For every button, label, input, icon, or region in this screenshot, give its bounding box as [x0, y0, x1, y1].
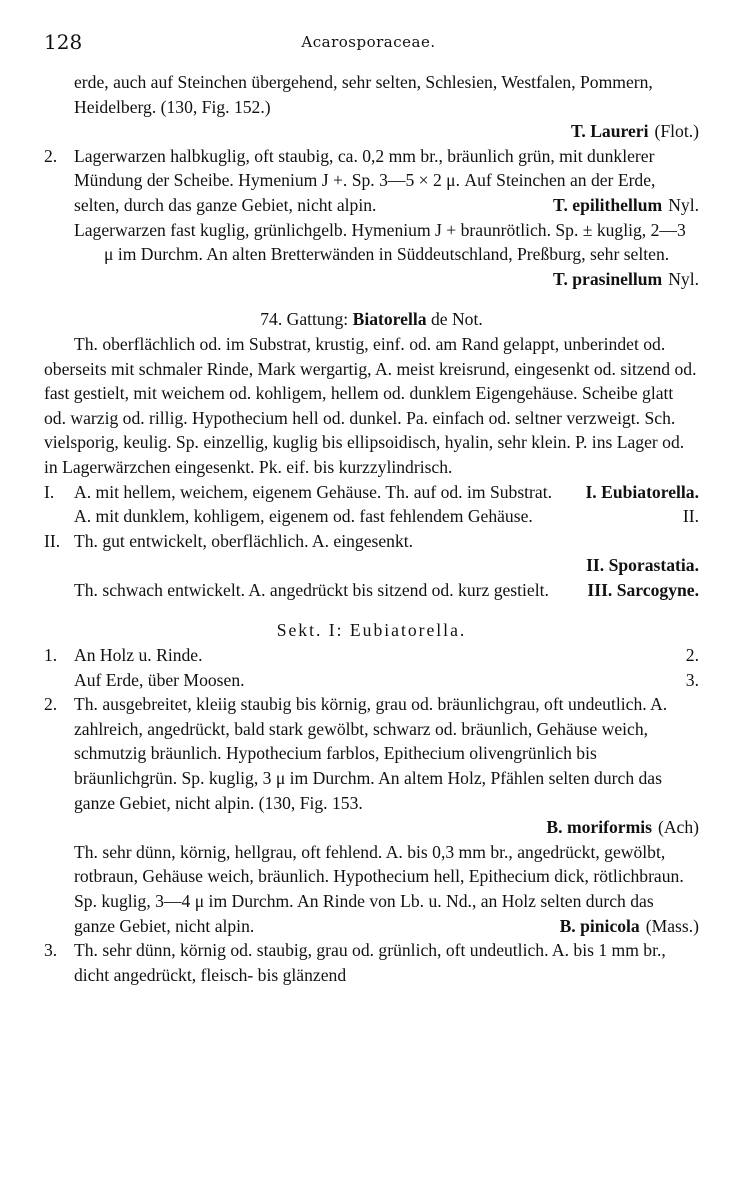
genus-heading — [44, 307, 699, 332]
key-text: Th. sehr dünn, körnig od. staubig, grau od. grünlich, oft undeutlich. A. bis 1 mm br., dicht angedrückt, fleisch- bis glänzend — [74, 940, 666, 985]
key-couplet-s2b — [44, 840, 699, 938]
genus-name: Biatorella — [352, 309, 427, 330]
t-epilithellum-taxon — [553, 193, 699, 218]
key-number: I. — [44, 481, 55, 502]
key-couplet-s3 — [44, 938, 699, 987]
taxon-author: (Mass.) — [645, 915, 699, 936]
key-couplet-s2 — [44, 692, 699, 815]
key-text: Th. sehr dünn, körnig, hellgrau, oft fehlend. A. bis 0,3 mm br., angedrückt, gewölbt, rotbraun, Gehäuse weich, bräunlich. Hypothecium hell, Epithecium dick, rötlichbraun. Sp. kuglig, 3—4 μ im Durchm. An Rinde von Lb. u. Nd., an Holz selten durch das ganze Gebiet, nicht alpin. — [74, 841, 684, 936]
key-couplet-2b: Lagerwarzen fast kuglig, grünlichgelb. Hymenium J + braunrötlich. Sp. ± kuglig, 2—3 μ im Durchm. An alten Bretterwänden in Süddeutschland, Preßburg, sehr selten. — [74, 219, 686, 265]
key-text: A. mit dunklem, kohligem, eigenem od. fast fehlendem Gehäuse. — [74, 506, 533, 527]
key-couplet-IIb — [44, 578, 699, 603]
taxon-author: Nyl. — [668, 268, 699, 289]
key-text: Th. gut entwickelt, oberflächlich. A. eingesenkt. — [74, 530, 414, 551]
page-header — [44, 30, 693, 54]
page-number: 128 — [44, 30, 83, 54]
key-result: 3. — [685, 669, 699, 690]
key-number: 2. — [44, 145, 58, 166]
key-number: 2. — [44, 694, 58, 715]
key-text: An Holz u. Rinde. — [74, 645, 203, 666]
key-number: 3. — [44, 940, 58, 961]
key-text: Auf Erde, über Moosen. — [74, 669, 245, 690]
key-couplet-I — [44, 480, 699, 505]
genus-description: Th. oberflächlich od. im Substrat, krustig, einf. od. am Rand gelappt, unberindet od. oberseits mit schmaler Rinde, Mark wergartig, A. meist kreisrund, eingesenkt od. sitzend od. fast gestielt, mit weichem od. kohligem, hellem od. dunklem Eigengehäuse. Scheibe glatt od. warzig od. rillig. Hypothecium hell od. dunkel. Pa. einfach od. seltner verzweigt. Sch. vielsporig, keulig. Sp. einzellig, kuglig bis ellipsoidisch, hyalin, sehr klein. P. ins Lager od. in Lagerwärzchen eingesenkt. Pk. eif. bis kurzzylindrisch. — [44, 333, 697, 477]
key-text: Th. ausgebreitet, kleiig staubig bis körnig, grau od. bräunlichgrau, oft undeutlich. A. zahlreich, angedrückt, bald stark gewölbt, schwarz od. bräunlich, Gehäuse weich, schmutzig bräunlich. Hypothecium farblos, Epithecium olivengrünlich bis bräunlichgrün. Sp. kuglig, 3 μ im Durchm. An altem Holz, Pfählen selten durch das ganze Gebiet, nicht alpin. (130, Fig. 153. — [74, 694, 668, 813]
key-couplet-II — [44, 529, 699, 554]
key-number: 1. — [44, 645, 58, 666]
genus-author: de Not. — [430, 309, 483, 330]
page-body — [44, 70, 699, 987]
running-head: Acarosporaceae. — [301, 33, 436, 51]
taxon-name: B. moriformis — [546, 817, 652, 838]
key-number: II. — [44, 530, 61, 551]
key-result: 2. — [685, 645, 699, 666]
key-couplet-2 — [44, 144, 699, 218]
b-moriformis-taxon — [44, 815, 699, 840]
taxon-author: (Ach) — [657, 817, 699, 838]
taxon-author: Nyl. — [668, 194, 699, 215]
t-laureri-description: erde, auch auf Steinchen übergehend, sehr selten, Schlesien, Westfalen, Pommern, Heidelberg. (130, Fig. 152.) — [74, 72, 653, 117]
taxon-name: T. epilithellum — [553, 194, 663, 215]
key-couplet-s1b — [44, 668, 699, 693]
taxon-name: T. prasinellum — [553, 268, 663, 289]
key-text: Th. schwach entwickelt. A. angedrückt bis sitzend od. kurz gestielt. — [74, 579, 549, 600]
key-text: Lagerwarzen halbkuglig, oft staubig, ca. 0,2 mm br., bräunlich grün, mit dunklerer Mündung der Scheibe. Hymenium J +. Sp. 3—5 × 2 μ. Auf Steinchen an der Erde, selten, durch das ganze Gebiet, nicht alpin. — [74, 145, 656, 215]
key-couplet-Ib — [44, 504, 699, 529]
section-heading: Sekt. I: Eubiatorella. — [276, 620, 467, 641]
key-couplet-s1 — [44, 643, 699, 668]
key-result: II. — [682, 506, 699, 527]
genus-prefix: 74. Gattung: — [260, 309, 349, 330]
t-prasinellum-taxon — [44, 267, 699, 292]
t-laureri-taxon — [44, 119, 699, 144]
taxon-author: (Flot.) — [654, 121, 699, 142]
key-text: A. mit hellem, weichem, eigenem Gehäuse. Th. auf od. im Substrat. — [74, 481, 553, 502]
key-result: III. Sarcogyne. — [587, 579, 699, 600]
taxon-name: T. Laureri — [570, 121, 649, 142]
key-result: II. Sporastatia. — [586, 555, 699, 576]
taxon-name: B. pinicola — [559, 915, 640, 936]
key-result: I. Eubiatorella. — [585, 481, 699, 502]
key-result-sporastatia — [44, 553, 699, 578]
b-pinicola-taxon — [560, 914, 699, 939]
